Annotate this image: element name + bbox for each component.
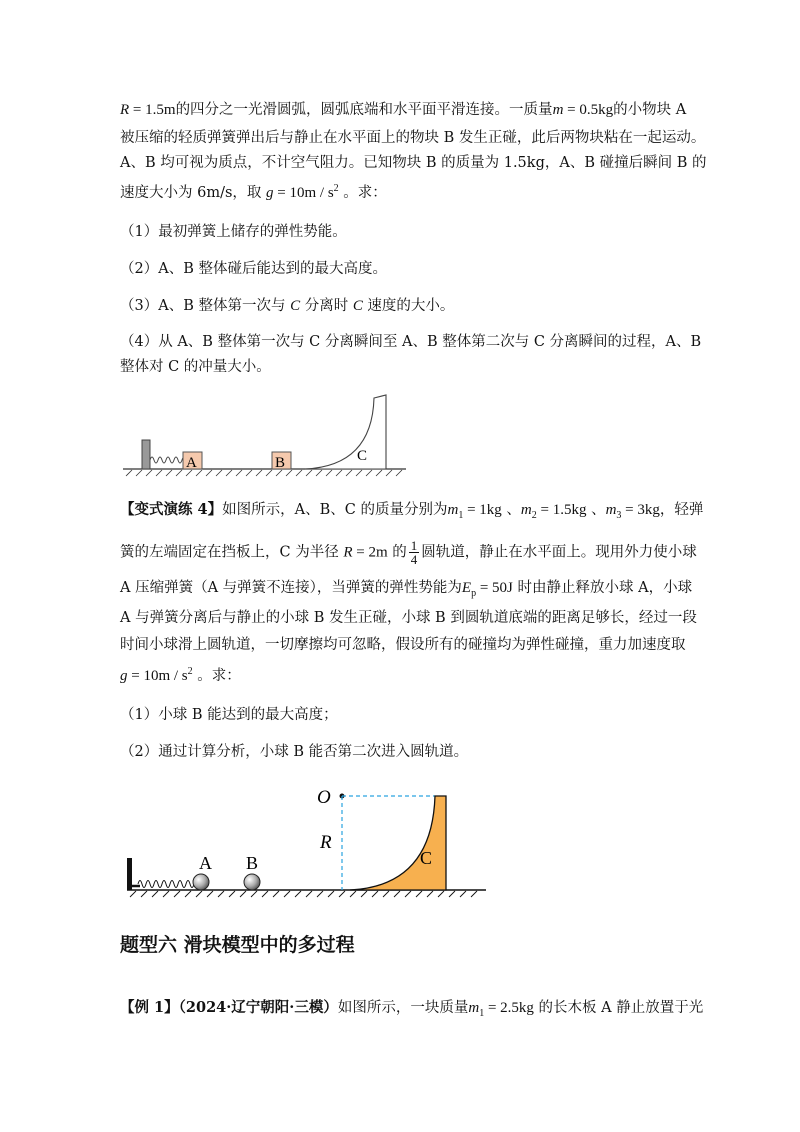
- p2-label-a: A: [199, 853, 212, 873]
- p2-line1: 【变式演练 4】如图所示，A、B、C 的质量分别为$m_1 = 1kg$ 、$m_2 = 1.5kg$ 、$m_3 = 3kg$，轻弹: [120, 501, 704, 521]
- p2-label-c: C: [420, 848, 433, 868]
- p2-label-o: O: [317, 787, 331, 808]
- p1-question-4b: 整体对 C 的冲量大小。: [120, 359, 271, 375]
- p1-question-3: （3）A、B 整体第一次与 C 分离时 C 速度的大小。: [120, 298, 455, 314]
- p1-label-c: C: [357, 448, 368, 464]
- p2-wall: [127, 858, 132, 890]
- p1-question-4a: （4）从 A、B 整体第一次与 C 分离瞬间至 A、B 整体第二次与 C 分离瞬间的过程，A、B: [120, 334, 702, 350]
- p2-line4: A 与弹簧分离后与静止的小球 B 发生正碰，小球 B 到圆轨道底端的距离足够长，经过一段: [120, 610, 697, 626]
- p2-ball-b: [244, 874, 260, 890]
- p1-track-c: [305, 395, 386, 469]
- p1-line3: A、B 均可视为质点，不计空气阻力。已知物块 B 的质量为 1.5kg，A、B 碰撞后瞬间 B 的: [120, 155, 707, 171]
- p1-wall: [142, 440, 150, 469]
- example1-line1: 【例 1】（2024·辽宁朝阳·三模）如图所示，一块质量$m_1 = 2.5kg$ 的长木板 A 静止放置于光: [120, 999, 704, 1019]
- p2-label-b: B: [246, 853, 259, 873]
- p2-question-1: （1）小球 B 能达到的最大高度；: [120, 707, 338, 723]
- p1-label-a: A: [186, 455, 197, 471]
- p2-line6: $g = 10m / s^2$ 。求：: [120, 666, 241, 684]
- p2-line5: 时间小球滑上圆轨道，一切摩擦均可忽略，假设所有的碰撞均为弹性碰撞，重力加速度取: [120, 637, 686, 653]
- p1-line4: 速度大小为 6m/s，取 $g = 10m / s^2$ 。求：: [120, 183, 387, 201]
- p2-question-2: （2）通过计算分析，小球 B 能否第二次进入圆轨道。: [120, 744, 469, 760]
- p1-line2: 被压缩的轻质弹簧弹出后与静止在水平面上的物块 B 发生正碰，此后两物块粘在一起运动。: [120, 130, 706, 146]
- p2-line3: A 压缩弹簧（A 与弹簧不连接），当弹簧的弹性势能为$E_p = 50J$ 时由静止释放小球 A，小球: [120, 580, 693, 599]
- p1-line1: R = 1.5m的四分之一光滑圆弧，圆弧底端和水平面平滑连接。一质量m = 0.5kg的小物块 A: [120, 102, 687, 118]
- p2-spring: [138, 881, 202, 888]
- section-title: 题型六 滑块模型中的多过程: [120, 934, 355, 956]
- p1-question-1: （1）最初弹簧上储存的弹性势能。: [120, 224, 347, 240]
- p2-label-r: R: [320, 832, 332, 853]
- p2-ball-a: [193, 874, 209, 890]
- p2-figure: [120, 778, 490, 903]
- p1-question-2: （2）A、B 整体碰后能达到的最大高度。: [120, 261, 387, 277]
- p1-figure: [120, 390, 410, 480]
- p1-label-b: B: [275, 455, 286, 471]
- p2-fraction: $\frac{1}{4}$: [410, 538, 418, 567]
- p2-track-c: [350, 796, 446, 890]
- p2-line2: 簧的左端固定在挡板上，C 为半径 R = 2m 的 $\frac{1}{4}$ 圆轨道，静止在水平面上。现用外力使小球: [120, 538, 697, 567]
